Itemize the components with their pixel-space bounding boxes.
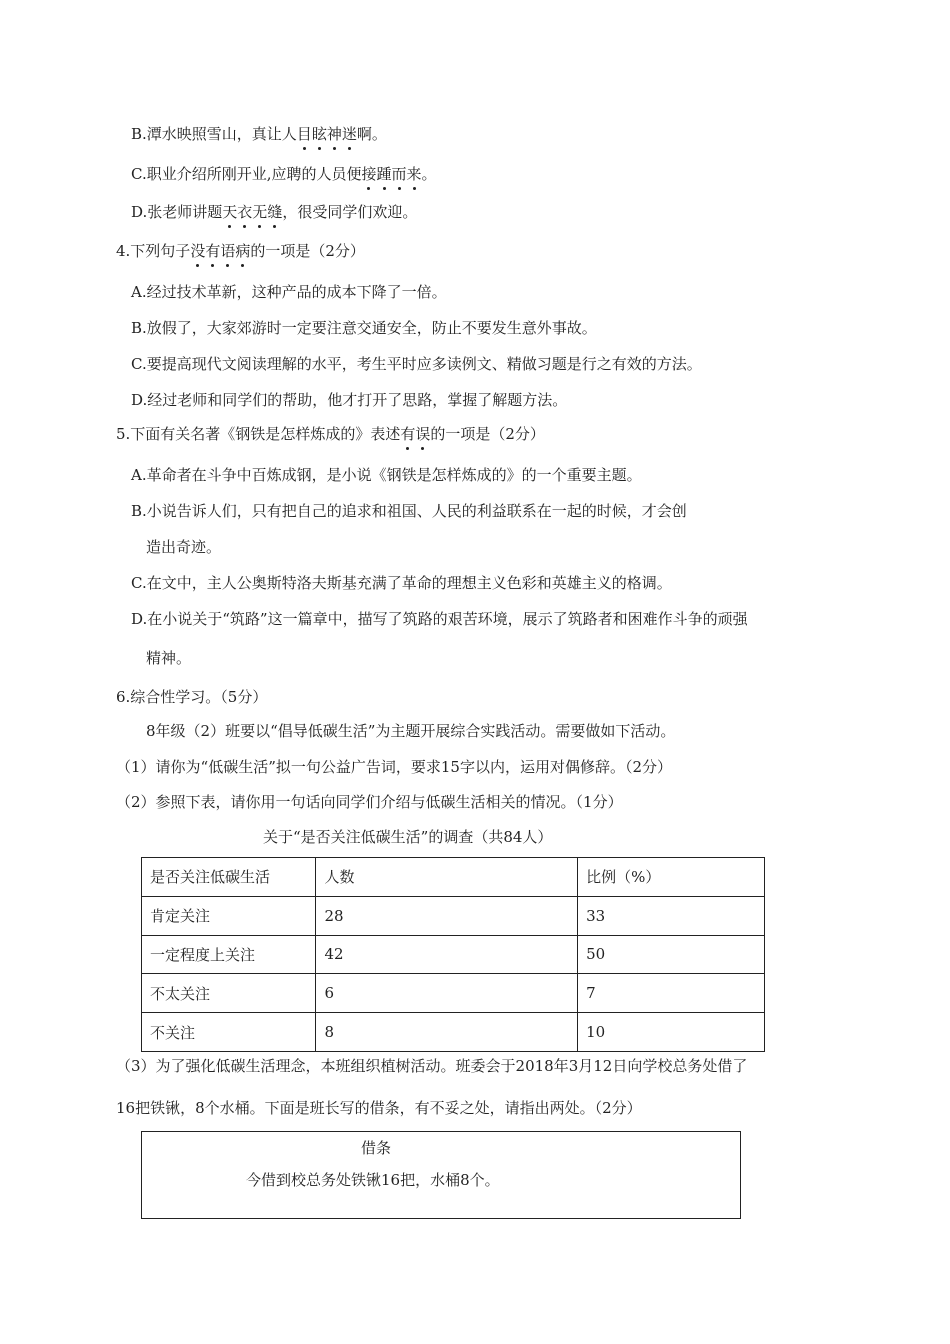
table-header-cell: 是否关注低碳生活 xyxy=(142,858,316,897)
emphasis-char: 无 xyxy=(252,203,268,221)
q6-part2: （2）参照下表，请你用一句话向同学们介绍与低碳生活相关的情况。（1分） xyxy=(116,793,623,811)
emphasis-char: 眩 xyxy=(311,125,327,143)
q4-stem-tail: 的一项是（2分） xyxy=(250,242,365,260)
table-cell: 6 xyxy=(316,974,578,1013)
iou-note-box xyxy=(141,1131,741,1219)
table-cell: 42 xyxy=(316,935,578,974)
q5-option-d-line2: 精神。 xyxy=(146,649,192,667)
iou-note-title: 借条 xyxy=(361,1139,392,1157)
survey-table xyxy=(141,857,765,1052)
emphasis-char: 没 xyxy=(190,242,206,260)
q6-part1: （1）请你为“低碳生活”拟一句公益广告词，要求15字以内，运用对偶修辞。（2分） xyxy=(116,758,673,776)
q5-stem-text: 5.下面有关名著《钢铁是怎样炼成的》表述 xyxy=(116,425,401,443)
table-cell: 33 xyxy=(578,896,765,935)
emphasis-char: 有 xyxy=(400,425,416,443)
q3-option-d-tail: ，很受同学们欢迎。 xyxy=(282,203,418,221)
q5-stem-tail: 的一项是（2分） xyxy=(430,425,545,443)
table-header-row xyxy=(142,858,765,897)
q3-option-b-emphasis xyxy=(297,125,357,143)
emphasis-char: 目 xyxy=(296,125,312,143)
survey-table-title: 关于“是否关注低碳生活”的调查（共84人） xyxy=(263,828,553,846)
q5-stem-emphasis xyxy=(400,425,430,443)
iou-note-body: 今借到校总务处铁锹16把，水桶8个。 xyxy=(246,1171,500,1189)
emphasis-char: 有 xyxy=(205,242,221,260)
q3-option-d-text: D.张老师讲题 xyxy=(131,203,223,221)
q6-intro: 8年级（2）班要以“倡导低碳生活”为主题开展综合实践活动。需要做如下活动。 xyxy=(146,722,676,740)
q6-part3-line2: 16把铁锹，8个水桶。下面是班长写的借条，有不妥之处，请指出两处。（2分） xyxy=(116,1099,642,1117)
table-header-cell: 人数 xyxy=(316,858,578,897)
q4-option-a: A.经过技术革新，这种产品的成本下降了一倍。 xyxy=(131,283,447,301)
emphasis-char: 迷 xyxy=(341,125,357,143)
q5-option-c: C.在文中，主人公奥斯特洛夫斯基充满了革命的理想主义色彩和英雄主义的格调。 xyxy=(131,574,672,592)
q5-option-b-line2: 造出奇迹。 xyxy=(146,538,222,556)
table-cell: 28 xyxy=(316,896,578,935)
q3-option-c-emphasis xyxy=(361,165,421,183)
q6-stem: 6.综合性学习。（5分） xyxy=(116,688,268,706)
q5-option-b-line1: B.小说告诉人们，只有把自己的追求和祖国、人民的利益联系在一起的时候，才会创 xyxy=(131,502,687,520)
table-cell: 7 xyxy=(578,974,765,1013)
q3-option-b-tail: 啊。 xyxy=(356,125,387,143)
emphasis-char: 接 xyxy=(361,165,377,183)
q4-option-b: B.放假了，大家郊游时一定要注意交通安全，防止不要发生意外事故。 xyxy=(131,319,597,337)
q3-option-b-text: B.潭水映照雪山，真让人 xyxy=(131,125,297,143)
table-row xyxy=(142,1013,765,1052)
q4-option-d: D.经过老师和同学们的帮助，他才打开了思路，掌握了解题方法。 xyxy=(131,391,568,409)
table-cell: 一定程度上关注 xyxy=(142,935,316,974)
emphasis-char: 语 xyxy=(220,242,236,260)
q3-option-c-tail: 。 xyxy=(421,165,437,183)
q4-option-c: C.要提高现代文阅读理解的水平，考生平时应多读例文、精做习题是行之有效的方法。 xyxy=(131,355,702,373)
table-row xyxy=(142,896,765,935)
emphasis-char: 误 xyxy=(415,425,431,443)
table-cell: 50 xyxy=(578,935,765,974)
emphasis-char: 衣 xyxy=(237,203,253,221)
q4-stem-text: 4.下列句子 xyxy=(116,242,191,260)
table-cell: 肯定关注 xyxy=(142,896,316,935)
table-cell: 10 xyxy=(578,1013,765,1052)
q3-option-c xyxy=(131,164,437,184)
q4-stem-emphasis xyxy=(190,242,250,260)
table-row xyxy=(142,974,765,1013)
q3-option-b xyxy=(131,124,387,144)
table-cell: 8 xyxy=(316,1013,578,1052)
q6-part3-line1: （3）为了强化低碳生活理念，本班组织植树活动。班委会于2018年3月12日向学校总务处借了 xyxy=(116,1057,748,1075)
q4-stem xyxy=(116,241,365,261)
emphasis-char: 来 xyxy=(406,165,422,183)
q3-option-d xyxy=(131,202,417,222)
q3-option-d-emphasis xyxy=(222,203,282,221)
q5-option-d-line1: D.在小说关于“筑路”这一篇章中，描写了筑路的艰苦环境，展示了筑路者和困难作斗争的顽强 xyxy=(131,610,748,628)
table-cell: 不关注 xyxy=(142,1013,316,1052)
table-cell: 不太关注 xyxy=(142,974,316,1013)
q3-option-c-text: C.职业介绍所刚开业,应聘的人员便 xyxy=(131,165,362,183)
q5-option-a: A.革命者在斗争中百炼成钢，是小说《钢铁是怎样炼成的》的一个重要主题。 xyxy=(131,466,642,484)
emphasis-char: 病 xyxy=(235,242,251,260)
table-row xyxy=(142,935,765,974)
emphasis-char: 缝 xyxy=(267,203,283,221)
q5-stem xyxy=(116,424,545,444)
emphasis-char: 神 xyxy=(326,125,342,143)
emphasis-char: 踵 xyxy=(376,165,392,183)
emphasis-char: 而 xyxy=(391,165,407,183)
table-header-cell: 比例（%） xyxy=(578,858,765,897)
emphasis-char: 天 xyxy=(222,203,238,221)
